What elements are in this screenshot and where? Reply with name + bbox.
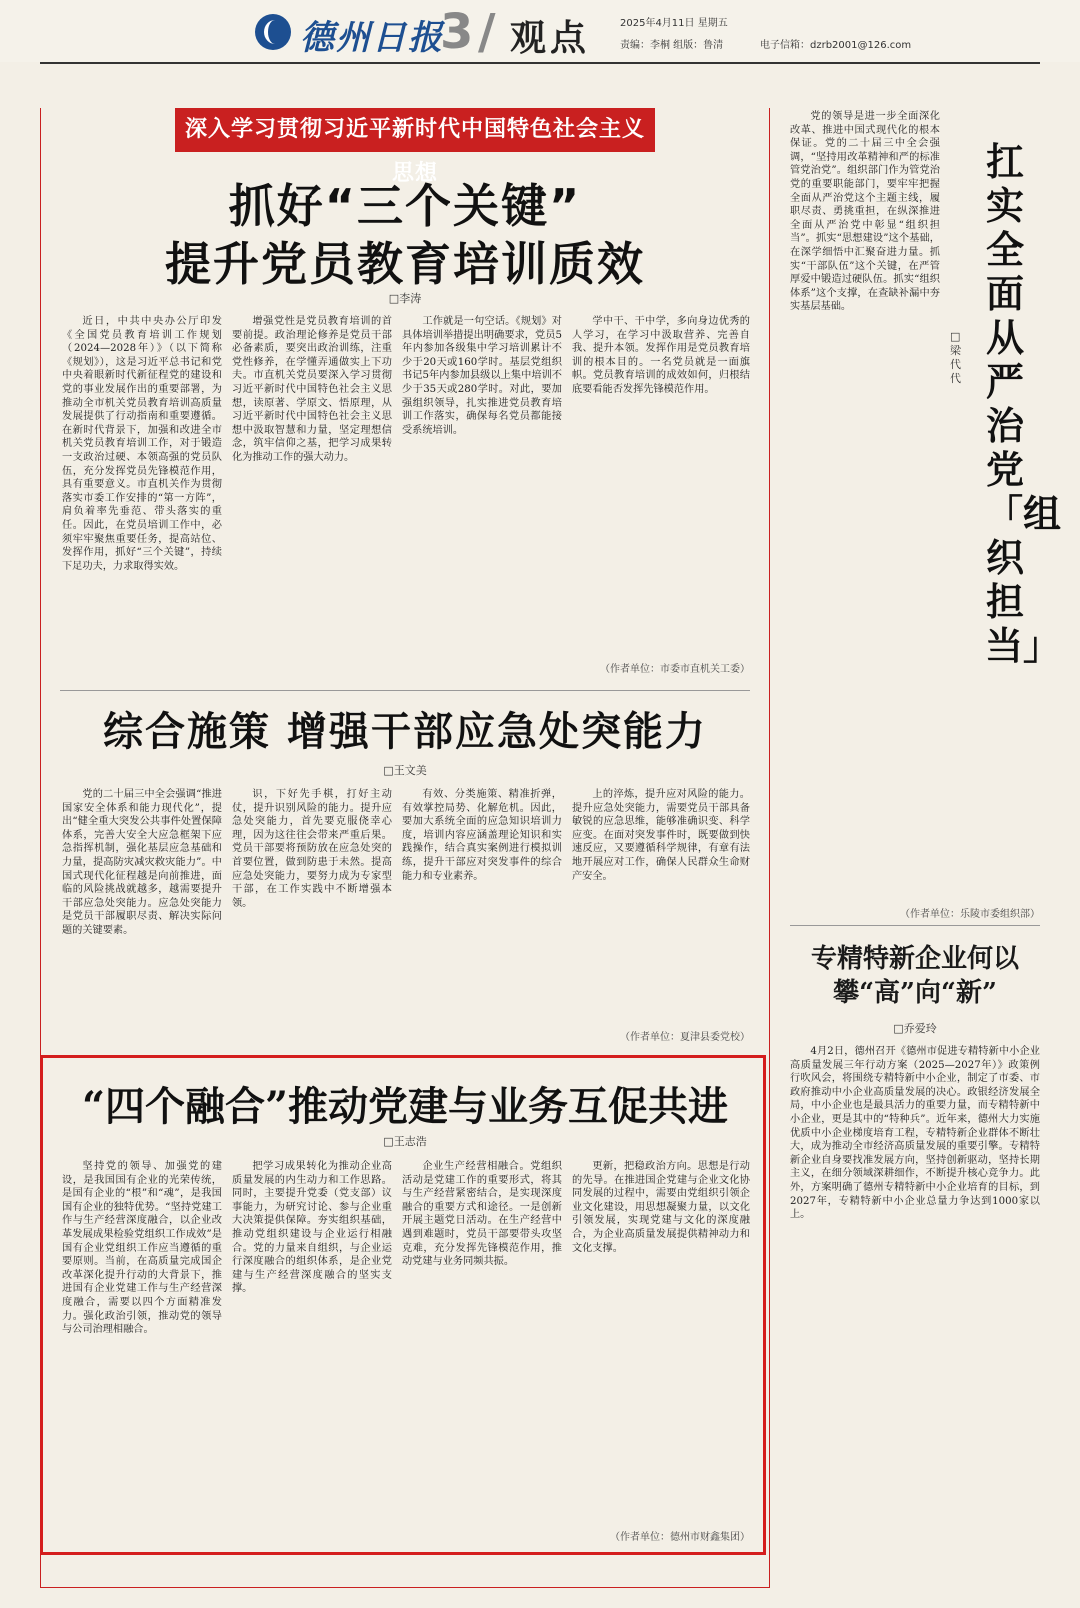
right-article-vertical-title: 扛实全面从严治党「组织担当」 bbox=[985, 140, 1062, 668]
page-slash-divider: / bbox=[478, 4, 496, 60]
right-article-credit: （作者单位：乐陵市委组织部） bbox=[900, 909, 1040, 920]
page-section-title: 观点 bbox=[510, 18, 591, 59]
newspaper-logo-icon bbox=[255, 14, 291, 50]
right-article-body: 党的领导是进一步全面深化改革、推进中国式现代化的根本保证。党的二十届三中全会强调，“坚持用改革精神和严的标准管党治党”。组织部门作为管党治党的重要职能部门，要牢牢把握全面从严治党这个主题主线，履职尽责、勇挑重担，在纵深推进全面从严治党中彰显“组织担当”。抓实“思想建设”这个基础，在深学细悟中汇聚奋进力量。抓实“干部队伍”这个关键，在严管厚爱中锻造过硬队伍。抓实“组织体系”这个支撑，在查缺补漏中夯实基层基础。 bbox=[790, 111, 940, 313]
article1-column-4: 学中干、干中学，多向身边优秀的人学习，在学习中汲取营养、完善自我、提升本领。发挥作用是党员教育培训的根本目的。一名党员就是一面旗帜。党员教育培训的成效如何，归根结底要看能否发挥先锋模范作用。 bbox=[572, 316, 750, 395]
article1-column-2: 增强党性是党员教育培训的首要前提。政治理论修养是党员干部必备素质，要突出政治训练，注重党性修养，在学懂弄通做实上下功夫。市直机关党员要深入学习贯彻习近平新时代中国特色社会主义思想，读原著、学原文、悟原理，从习近平新时代中国特色社会主义思想中汲取智慧和力量，坚定理想信念，筑牢信仰之基，把学习成果转化为推动工作的强大动力。 bbox=[232, 316, 392, 463]
email-line: 电子信箱：dzrb2001@126.com bbox=[760, 40, 912, 51]
page-number: 3 bbox=[440, 4, 474, 60]
issue-date: 2025年4月11日 星期五 bbox=[620, 18, 728, 29]
right-article2-byline: □乔爱玲 bbox=[893, 1022, 937, 1035]
article1-column-1: 近日，中共中央办公厅印发《全国党员教育培训工作规划（2024—2028年）》（以下简称《规划》），这是习近平总书记和党中央着眼新时代新征程党的建设和党的事业发展作出的重要部署，为推动全市机关党员教育培训高质量发展提供了行动指南和重要遵循。在新时代背景下，加强和改进全市机关党员教育培训工作，对于锻造一支政治过硬、本领高强的党员队伍，充分发挥党员先锋模范作用，具有重要意义。市直机关作为贯彻落实市委工作安排的“第一方阵”，肩负着率先垂范、带头落实的重任。因此，在党员培训工作中，必须牢牢聚焦重要任务，提高站位、发挥作用，抓好“三个关键”，持续下足功夫，力求取得实效。 bbox=[62, 316, 222, 572]
article1-title-line2: 提升党员教育培训质效 bbox=[165, 237, 645, 291]
masthead-divider bbox=[40, 62, 1040, 64]
article2-byline: □王文美 bbox=[383, 764, 427, 777]
article2-credit: （作者单位：夏津县委党校） bbox=[620, 1032, 750, 1043]
article3-column-2: 把学习成果转化为推动企业高质量发展的内生动力和工作思路。同时，主要提升党委（党支部）议事能力，为研究讨论、参与企业重大决策提供保障。夯实组织基础，推动党组织建设与企业运行相融合。党的力量来自组织，与企业运行深度融合的组织体系，是企业党建与生产经营深度融合的坚实支撑。 bbox=[232, 1161, 392, 1295]
right-divider bbox=[790, 925, 1040, 926]
article1-column-3: 工作就是一句空话。《规划》对具体培训举措提出明确要求，党员5年内参加各级集中学习培训累计不少于20天或160学时。基层党组织书记5年内参加县级以上集中培训不少于35天或280学时。对此，要加强组织领导，扎实推进党员教育培训工作落实，确保每名党员都能接受系统培训。 bbox=[402, 316, 562, 436]
article3-byline: □王志浩 bbox=[383, 1135, 427, 1148]
article2-column-4: 上的淬炼，提升应对风险的能力。提升应急处突能力，需要党员干部具备敏锐的应急思维，能够准确识变、科学应变。在面对突发事件时，既要做到快速反应，又要遵循科学规律，有章有法地开展应对工作，确保人民群众生命财产安全。 bbox=[572, 789, 750, 882]
article2-column-2: 识，下好先手棋，打好主动仗，提升识别风险的能力。提升应急处突能力，首先要克服侥幸心理，因为这往往会带来严重后果。党员干部要将预防放在应急处突的首要位置，做到防患于未然。提高应急处突能力，要努力成为专家型干部，在工作实践中不断增强本领。 bbox=[232, 789, 392, 909]
article3-credit: （作者单位：德州市财鑫集团） bbox=[610, 1532, 750, 1543]
article2-title: 综合施策 增强干部应急处突能力 bbox=[103, 709, 707, 755]
newspaper-name: 德州日报 bbox=[300, 18, 444, 58]
article3-column-3: 企业生产经营相融合。党组织活动是党建工作的重要形式，将其与生产经营紧密结合，是实现深度融合的重要方式和途径。一是创新开展主题党日活动。在生产经营中遇到难题时，党员干部要带头攻坚克难，充分发挥先锋模范作用，推动党建与业务同频共振。 bbox=[402, 1161, 562, 1268]
article-divider bbox=[60, 690, 750, 691]
editors-line: 责编：李桐 组版：鲁清 bbox=[620, 40, 724, 51]
article2-column-3: 有效、分类施策、精准折弹，有效掌控局势、化解危机。因此，要加大系统全面的应急知识培训力度，培训内容应涵盖理论知识和实践操作，结合真实案例进行模拟训练，提升干部应对突发事件的综合能力和专业素养。 bbox=[402, 789, 562, 882]
column-banner: 深入学习贯彻习近平新时代中国特色社会主义思想 bbox=[175, 108, 655, 152]
article3-title: “四个融合”推动党建与业务互促共进 bbox=[81, 1083, 728, 1130]
article2-column-1: 党的二十届三中全会强调“推进国家安全体系和能力现代化”，提出“健全重大突发公共事件处置保障体系，完善大安全大应急框架下应急指挥机制，强化基层应急基础和力量，提高防灾减灾救灾能力”。中国式现代化征程越是向前推进，面临的风险挑战就越多，越需要提升干部应急处突能力。应急处突能力是党员干部履职尽责、解决实际问题的关键要素。 bbox=[62, 789, 222, 936]
article1-credit: （作者单位：市委市直机关工委） bbox=[600, 664, 750, 675]
article1-title-line1: 抓好“三个关键” bbox=[228, 179, 582, 233]
article3-column-1: 坚持党的领导、加强党的建设，是我国国有企业的光荣传统，是国有企业的“根”和“魂”，是我国国有企业的独特优势。“坚持党建工作与生产经营深度融合，以企业改革发展成果检验党组织工作成效”是国有企业党组织工作应当遵循的重要原则。当前，在高质量完成国企改革深化提升行动的大背景下，推进国有企业党建工作与生产经营深度融合，需要以四个方面精准发力。强化政治引领，推动党的领导与公司治理相融合。 bbox=[62, 1161, 222, 1336]
article1-byline: □李涛 bbox=[388, 292, 422, 305]
right-article2-body: 4月2日，德州召开《德州市促进专精特新中小企业高质量发展三年行动方案（2025—2027年）》政策例行吹风会，将围绕专精特新中小企业，制定了市委、市政府推动中小企业高质量发展的决心。政银经济发展全局，中小企业也是最具活力的重要力量，而专精特新中小企业，更是其中的“特种兵”。近年来，德州大力实施优质中小企业梯度培育工程，专精特新企业群体不断壮大，成为推动全市经济高质量发展的重要引擎。专精特新企业自身要找准发展方向，坚持创新驱动，坚持长期主义，在细分领域深耕细作，不断提升核心竞争力。此外，方案明确了德州专精特新中小企业培育的目标，到2027年，专精特新中小企业总量力争达到1000家以上。 bbox=[790, 1046, 1040, 1221]
right-article-byline: □梁代代 bbox=[950, 330, 961, 385]
article3-column-4: 更新，把稳政治方向。思想是行动的先导。在推进国企党建与企业文化协同发展的过程中，需要由党组织引领企业文化建设，用思想凝聚力量，以文化引领发展，实现党建与文化的深度融合，为企业高质量发展提供精神动力和文化支撑。 bbox=[572, 1161, 750, 1254]
right-article2-title: 专精特新企业何以攀“高”向“新” bbox=[810, 944, 1019, 1008]
